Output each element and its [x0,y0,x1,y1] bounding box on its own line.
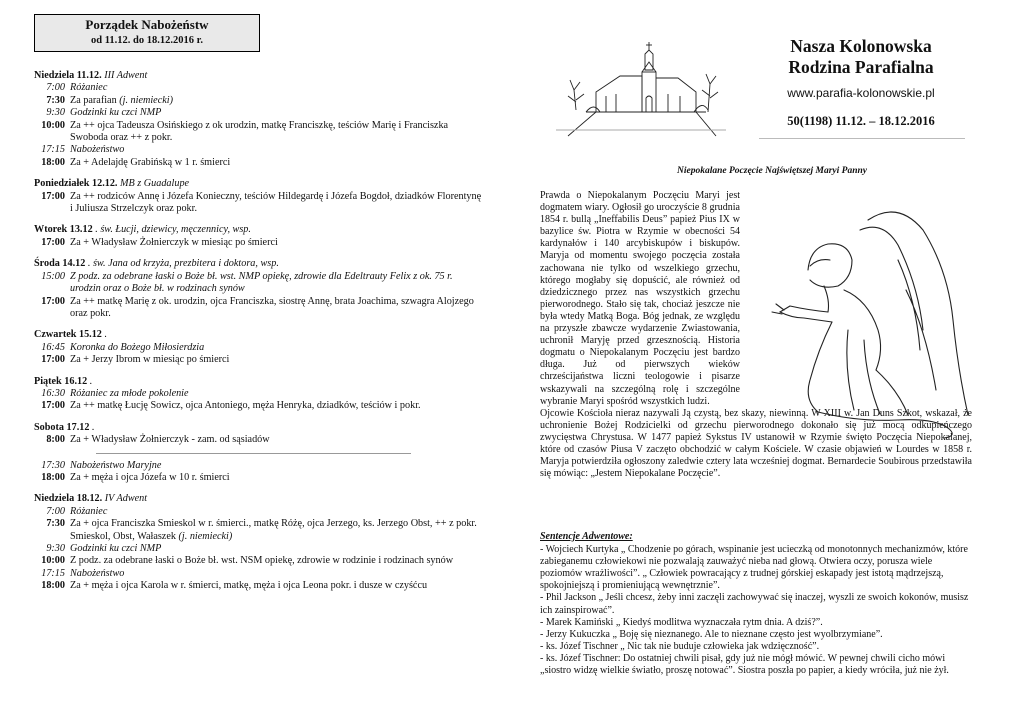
kneeling-angel-drawing-icon [748,200,974,440]
schedule-entry [34,271,482,296]
entry-time: 10:00 [41,555,65,567]
entry-description [70,296,482,321]
schedule-entry [34,518,482,543]
entry-description [70,543,482,555]
entry-time: 17:30 [41,459,65,471]
article-column-text: Prawda o Niepokalanym Poczęciu Maryi jest dogmatem wiary. Ogłosił go uroczyście 8 grudnia 1854 r. bullą „Ineffabilis Deus” papież Pius IX w bazylice św. Piotra w Rzymie w obecności 54 kardynałów i 140 arcybiskupów i biskupów. Maryja od momentu swojego poczęcia została zachowana nie tylko od wszelkiego grzechu, którego mogłaby się dopuścić, ale również od dziedzicznego przez nas wszystkich grzechu pierworodnego. Stało się tak, chociaż jeszcze nie była wtedy Matką Boga. Bóg jednak, ze względu na przyszłe zbawcze wydarzenie Zwiastowania, uchronił Maryję przed grzesznością. Historia dogmatu o Niepokalanym Poczęciu jest bardzo długa. Już od pierwszych wieków chrześcijaństwa liczni teologowie i pisarze wskazywali na szczególną rolę i szczególne wybranie Maryi spośród wszystkich ludzi. [540,190,740,407]
schedule-entry [34,191,482,216]
day-liturgical-note: . [92,421,95,433]
entry-description [70,82,482,94]
sentence-item: - ks. Józef Tischner: Do ostatniej chwili pisał, gdy już nie mógł mówić. W pewnej chwili cicho mówi „siostro widzę wielkie światło, proszę notować”. Siostra poszła po papier, a kiedy wróciła, już nie żył. [540,652,949,677]
day-liturgical-note: IV Adwent [104,493,148,505]
schedule-entry [34,555,482,567]
entry-time: 7:30 [46,94,65,106]
entry-time: 18:00 [41,471,65,483]
day-date: Niedziela 18.12. [34,493,103,505]
entry-time: 7:00 [46,82,65,94]
schedule-entry [34,472,482,484]
day-date: Piątek 16.12 [34,375,88,387]
schedule-entry [34,157,482,169]
entry-time: 17:15 [41,567,65,579]
entry-time: 9:30 [46,107,65,119]
schedule-list [34,70,482,593]
entry-intention: Za + męża i ojca Karola w r. śmierci, matkę, męża i ojca Leona pokr. i dusze w czyśćcu [70,580,428,592]
entry-description [70,157,482,169]
entry-description [70,472,482,484]
entry-intention: Za parafian [70,94,117,106]
entry-time: 17:15 [41,144,65,156]
schedule-entry [34,354,482,366]
day-liturgical-note: . [89,375,93,387]
day-date: Niedziela 11.12. [34,70,102,81]
day-liturgical-note: . [104,329,107,341]
day-heading [34,493,482,505]
masthead [746,36,976,129]
entry-description [70,120,482,145]
parish-url[interactable]: www.parafia-kolonowskie.pl [787,86,935,100]
entry-time: 17:00 [41,400,65,412]
sentence-item: - ks. Józef Tischner „ Nic tak nie buduje człowieka jak wdzięczność”. [540,640,820,652]
entry-description [70,144,482,156]
entry-time: 17:00 [41,236,65,248]
sentence-item: - Marek Kamiński „ Kiedyś modlitwa wyznaczała rytm dnia. A dziś?”. [540,616,823,628]
day-liturgical-note: . św. Łucji, dziewicy, męczennicy, wsp. [95,224,251,236]
entry-language-note: (j. niemiecki) [119,94,173,106]
entry-description [70,388,482,400]
entry-description [70,568,482,580]
schedule-entry [34,82,482,94]
entry-description [70,95,482,107]
schedule-entry [34,107,482,119]
sentences-list [540,544,972,677]
day-liturgical-note: MB z Guadalupe [120,178,190,190]
church-drawing-icon [556,40,726,140]
sentence-item: - Jerzy Kukuczka „ Boję się nieznanego. Ale to nieznane często jest wyolbrzymiane”. [540,628,883,640]
entry-intention: Za ++ matkę Marię z ok. urodzin, ojca Franciszka, siostrę Annę, brata Joachima, szwagra Alojzego oraz pokr. [70,295,474,319]
entry-description [70,237,482,249]
day-heading [34,376,482,388]
day-date: Środa 14.12 [34,258,86,270]
schedule-entry [34,144,482,156]
entry-time: 18:00 [41,580,65,592]
entry-intention: Za ++ ojca Tadeusza Osińskiego z ok urodzin, matkę Franciszkę, teściów Marię i Franciszka Swoboda oraz ++ z pokr. [70,119,449,144]
entry-description [70,506,482,518]
schedule-day [34,70,482,169]
day-heading [34,258,482,270]
entry-description [70,271,482,296]
day-liturgical-note: III Adwent [104,70,148,81]
entry-intention: Za ++ rodziców Annę i Józefa Konieczny, teściów Hildegardę i Józefa Bogdoł, dziadków Florentynę i Juliusza Strzelczyk oraz pokr. [70,190,482,215]
entry-time: 16:30 [41,387,65,399]
schedule-title: Porządek Nabożeństw [85,17,209,32]
sentence-item: - Phil Jackson „ Jeśli chcesz, żeby inni zaczęli zachowywać się inaczej, wyszli ze swoich kokonów, musisz ich zainspirować”. [540,592,969,616]
schedule-entry [34,388,482,400]
schedule-day [34,329,482,366]
entry-intention: Godzinki ku czci NMP [70,543,162,554]
entry-description [70,555,482,567]
entry-intention: Różaniec [70,505,108,517]
entry-intention: Różaniec za młode pokolenie [70,387,189,399]
schedule-entry [34,460,482,472]
schedule-header-box [34,14,260,52]
schedule-entry [34,342,482,354]
entry-description [70,342,482,354]
entry-description [70,354,482,366]
entry-intention: Godzinki ku czci NMP [70,107,162,119]
entry-description [70,434,482,446]
entry-intention: Różaniec [70,82,108,94]
entry-time: 15:00 [41,270,65,282]
schedule-entry [34,400,482,412]
entry-intention: Za ++ matkę Łucję Sowicz, ojca Antoniego, męża Henryka, dziadków, teściów i pokr. [70,400,421,412]
schedule-separator [96,453,411,454]
day-heading [34,178,482,190]
entry-intention: Za + Władysław Żołnierczyk w miesiąc po śmierci [70,236,278,248]
issue-number: 50(1198) 11.12. – 18.12.2016 [787,114,935,128]
schedule-day [34,224,482,249]
entry-description [70,580,482,592]
schedule-day [34,493,482,592]
schedule-entry [34,506,482,518]
sentences-heading: Sentencje Adwentowe: [540,531,633,542]
day-date: Sobota 17.12 [34,421,90,433]
entry-intention: Za + Władysław Żołnierczyk - zam. od sąsiadów [70,434,270,446]
sentence-item: - Wojciech Kurtyka „ Chodzenie po górach, wspinanie jest ucieczką od monotonnych mechanizmów, które zabieganemu człowiekowi nie pozwalają zauważyć nieba nad głową. Otwiera oczy, porusza wiele poziomów wrażliwości”. „ Człowiek powracający z trudnej górskiej eskapady jest istotą mądrzejszą, spokojniejszą i promieniującą wewnętrznie”. [540,544,968,592]
entry-time: 8:00 [46,434,65,446]
entry-description [70,107,482,119]
day-liturgical-note: . św. Jana od krzyża, prezbitera i doktora, wsp. [87,258,279,270]
entry-time: 16:45 [41,341,65,353]
article-heading: Niepokalane Poczęcie Najświętszej Maryi Panny [677,166,867,176]
entry-time: 18:00 [41,156,65,168]
schedule-day [34,376,482,413]
schedule-entry [34,120,482,145]
schedule-day [34,258,482,320]
entry-language-note: (j. niemiecki) [178,530,233,542]
advent-sentences [540,531,972,677]
masthead-line2: Rodzina Parafialna [788,57,934,77]
schedule-entry [34,434,482,446]
day-heading [34,70,482,82]
entry-description [70,191,482,216]
day-date: Czwartek 15.12 [34,329,102,341]
schedule-day [34,422,482,485]
entry-intention: Koronka do Bożego Miłosierdzia [70,341,205,353]
entry-time: 17:00 [41,354,65,366]
schedule-entry [34,568,482,580]
entry-intention: Za + Adelajdę Grabińską w 1 r. śmierci [70,156,231,168]
day-heading [34,422,482,434]
schedule-entry [34,543,482,555]
entry-intention: Za + Jerzy Ibrom w miesiąc po śmierci [70,354,230,366]
entry-time: 10:00 [41,119,65,131]
entry-time: 9:30 [46,543,65,554]
entry-intention: Za + męża i ojca Józefa w 10 r. śmierci [70,471,230,483]
entry-description [70,460,482,472]
entry-intention: Nabożeństwo [70,144,125,156]
schedule-day [34,178,482,215]
masthead-line1: Nasza Kolonowska [790,36,932,56]
schedule-entry [34,580,482,592]
schedule-entry [34,296,482,321]
entry-intention: Za + ojca Franciszka Smieskol w r. śmierci., matkę Różę, ojca Jerzego, ks. Jerzego Obst, ++ z pokr. Smieskol, Obst, Wałaszek [70,518,477,542]
day-date: Poniedziałek 12.12. [34,178,118,190]
day-heading [34,329,482,341]
entry-description [70,400,482,412]
entry-description [70,518,482,543]
schedule-entry [34,237,482,249]
schedule-panel [34,14,482,593]
schedule-entry [34,95,482,107]
entry-intention: Z podz. za odebrane łaski o Boże bł. wst. NSM opiekę, zdrowie w rodzinie i rodzinach synów [70,555,454,567]
entry-time: 17:00 [41,190,65,202]
entry-time: 7:30 [46,518,65,530]
entry-intention: Nabożeństwo [70,567,125,579]
entry-intention: Z podz. za odebrane łaski o Boże bł. wst. NMP opiekę, zdrowie dla Edeltrauty Felix z ok. 75 r. urodzin oraz o Boże bł. w rodzinach synów [70,270,453,295]
day-heading [34,224,482,236]
masthead-divider [759,138,965,139]
schedule-range: od 11.12. do 18.12.2016 r. [91,35,203,46]
entry-intention: Nabożeństwo Maryjne [70,459,162,471]
article-full-text: Ojcowie Kościoła nieraz nazywali Ją czystą, bez skazy, niewinną. W XIII w. Jan Duns Szkot, wskazał, że uchronienie Bożej Rodzicielki od grzechu pierworodnego dokonało się już mocą odkupieńczego zwycięstwa Chrystusa. W 1477 papież Sykstus IV ustanowił w Rzymie święto Poczęcia Niepokalanej, które od czasów Piusa V zaczęto obchodzić w całym Kościele. W czasie objawień w Lourdes w 1858 r. Maryja potwierdziła ogłoszony zaledwie cztery lata wcześniej dogmat. Bernardecie Soubirous przedstawiła się mówiąc: „Jestem Niepokalane Poczęcie”. [540,407,972,480]
entry-time: 7:00 [46,505,65,517]
day-date: Wtorek 13.12 [34,224,93,236]
entry-time: 17:00 [41,295,65,307]
